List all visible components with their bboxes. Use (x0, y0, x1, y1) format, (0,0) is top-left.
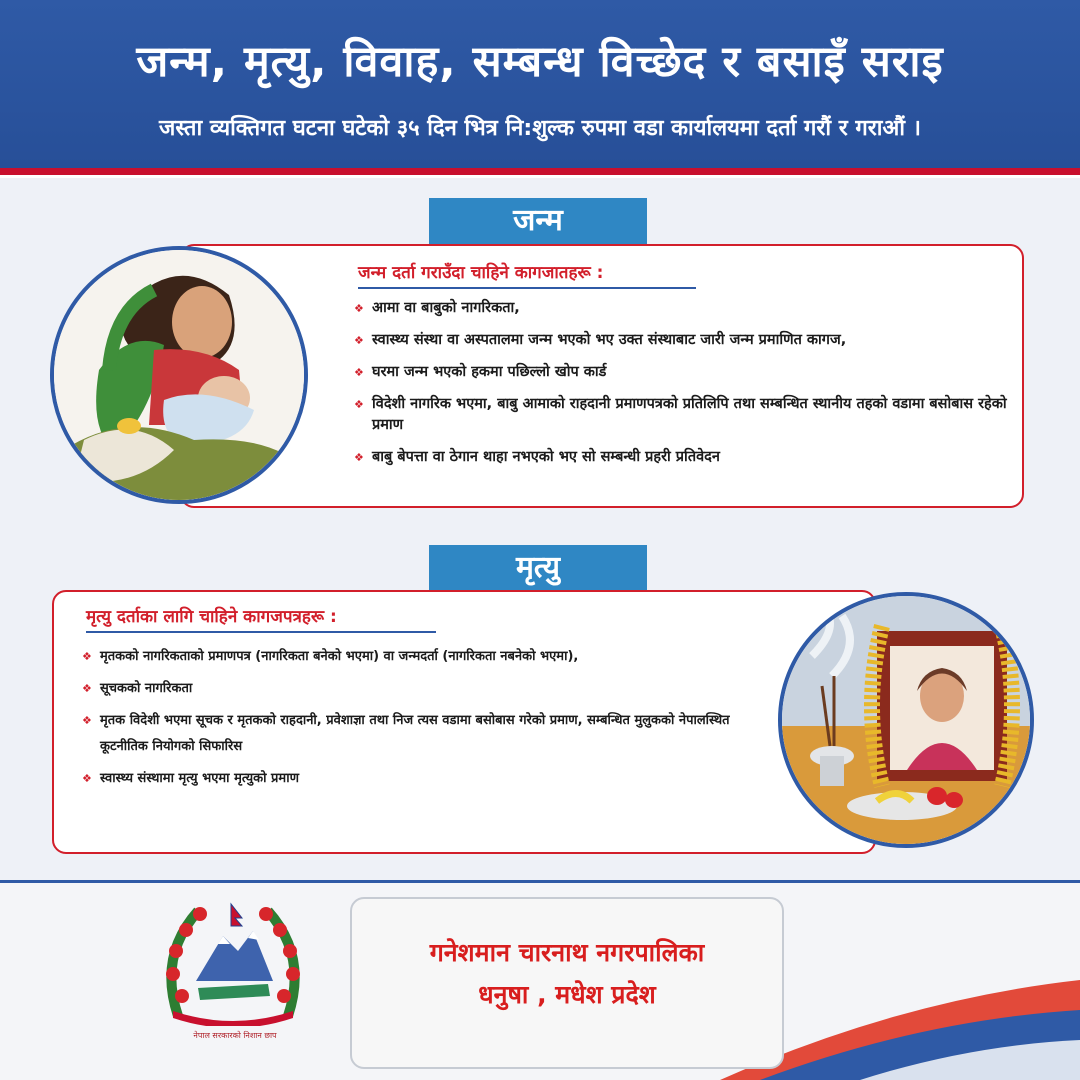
list-item: ❖ स्वास्थ्य संस्था वा अस्पतालमा जन्म भएको भए उक्त संस्थाबाट जारी जन्म प्रमाणित कागज, (354, 330, 1014, 351)
death-section-tag: मृत्यु (429, 545, 647, 595)
list-item: ❖ बाबु बेपत्ता वा ठेगान थाहा नभएको भए सो सम्बन्धी प्रहरी प्रतिवेदन (354, 447, 1014, 468)
birth-section-tag: जन्म (429, 198, 647, 248)
death-requirements-card (52, 590, 876, 854)
list-item: ❖ विदेशी नागरिक भएमा, बाबु आमाको राहदानी प्रमाणपत्रको प्रतिलिपि तथा सम्बन्धित स्थानीय तहको वडामा बसोबास रहेको प्रमाण (354, 394, 1014, 436)
emblem-caption: नेपाल सरकारको निशान छाप (193, 1031, 277, 1040)
list-item: ❖ घरमा जन्म भएको हकमा पछिल्लो खोप कार्ड (354, 362, 1014, 383)
page-subtitle: जस्ता व्यक्तिगत घटना घटेको ३५ दिन भित्र नि:शुल्क रुपमा वडा कार्यालयमा दर्ता गरौं र गराऔं । (159, 116, 921, 141)
list-item: ❖ मृतक विदेशी भएमा सूचक र मृतकको राहदानी, प्रवेशाज्ञा तथा निज त्यस वडामा बसोबास गरेको प्रमाण, सम्बन्धित मुलुकको नेपालस्थित कूटनीतिक नियोगको सिफारिस (82, 708, 752, 760)
header-divider-light (0, 175, 1080, 178)
memorial-portrait-illustration (778, 592, 1034, 848)
municipality-name: गनेशमान चारनाथ नगरपालिका (429, 938, 705, 967)
page-title: जन्म, मृत्यु, विवाह, सम्बन्ध विच्छेद र बसाइँ सराइ (136, 37, 944, 87)
death-card-heading: मृत्यु दर्ताका लागि चाहिने कागजपत्रहरू : (86, 604, 436, 633)
list-item: ❖ स्वास्थ्य संस्थामा मृत्यु भएमा मृत्युको प्रमाण (82, 766, 752, 792)
list-item: ❖ सूचकको नागरिकता (82, 676, 752, 702)
mother-with-baby-illustration (50, 246, 308, 504)
municipality-location: धनुषा , मधेश प्रदेश (478, 980, 656, 1009)
header-banner (0, 0, 1080, 168)
nepal-government-emblem-icon (158, 896, 308, 1026)
list-item: ❖ आमा वा बाबुको नागरिकता, (354, 298, 1014, 319)
birth-requirements-list (354, 298, 1014, 479)
header-divider (0, 168, 1080, 175)
list-item: ❖ मृतकको नागरिकताको प्रमाणपत्र (नागरिकता बनेको भएमा) वा जन्मदर्ता (नागरिकता नबनेको भएमा), (82, 644, 752, 670)
death-requirements-list (82, 644, 752, 798)
municipality-name-box (350, 897, 784, 1069)
birth-card-heading: जन्म दर्ता गराउँदा चाहिने कागजातहरू : (358, 260, 696, 289)
